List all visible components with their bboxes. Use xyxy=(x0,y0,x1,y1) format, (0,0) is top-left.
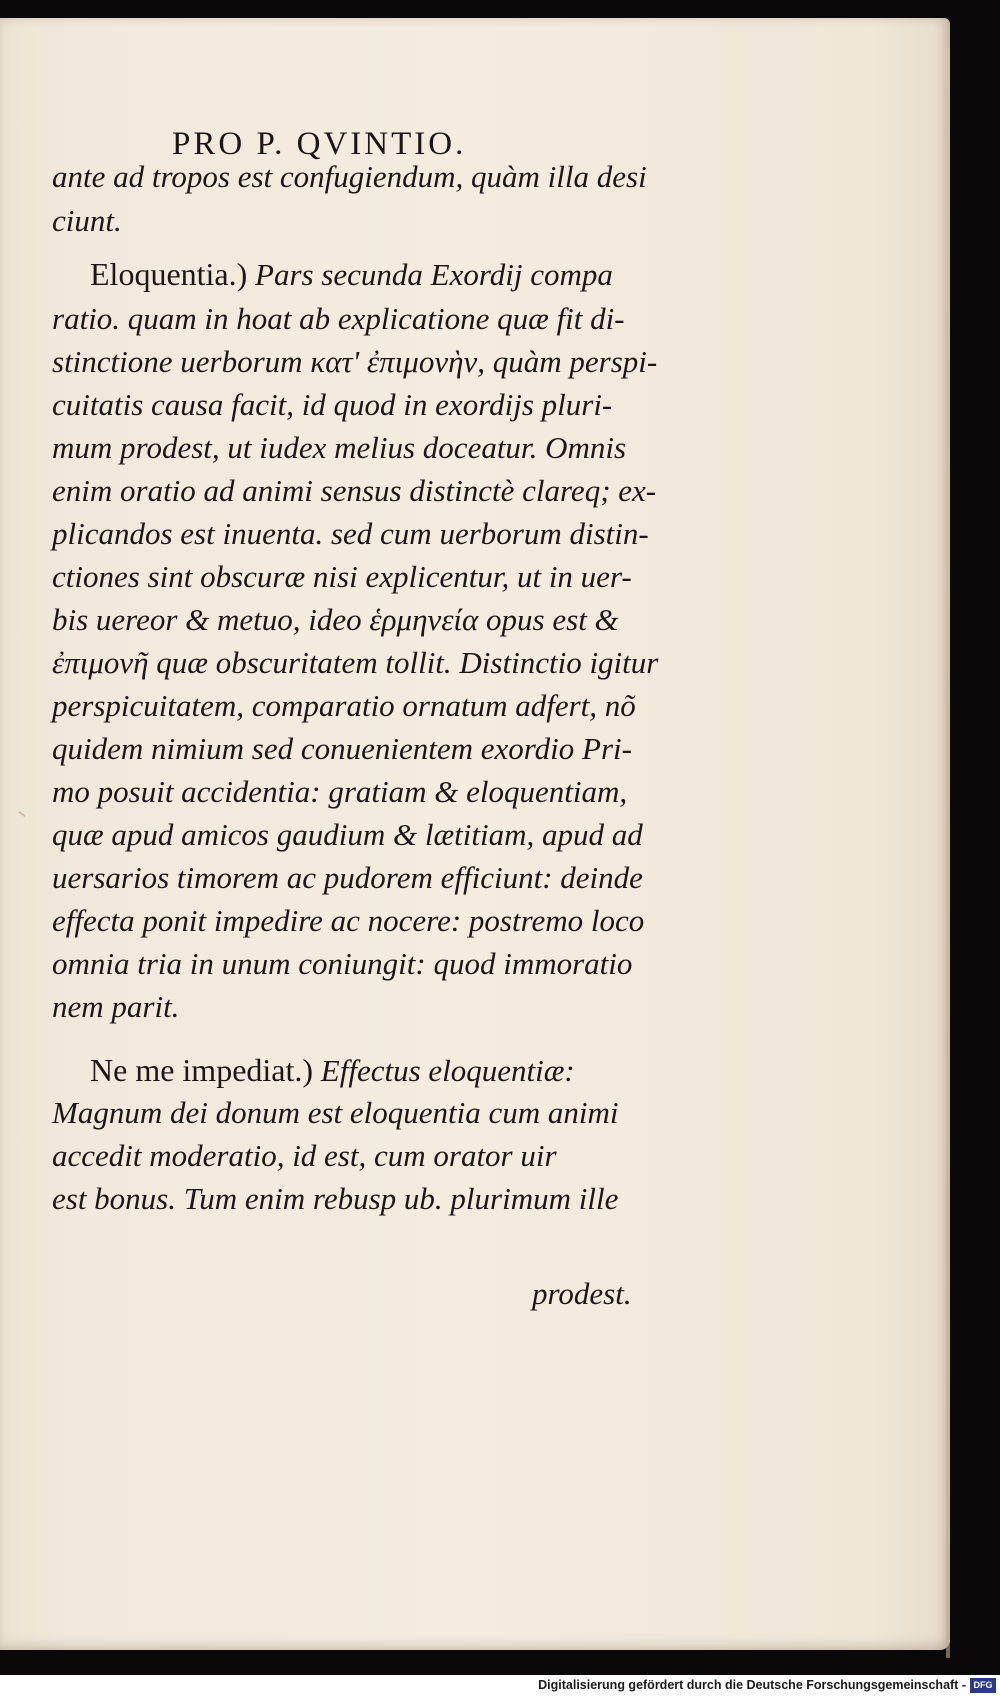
text-line xyxy=(52,561,632,592)
line-text: cuitatis causa facit, id quod in exordijs pluri- xyxy=(52,387,613,422)
page-edge xyxy=(946,48,950,1658)
commentary-lemma: Eloquentia.) xyxy=(90,256,248,292)
text-line xyxy=(90,1054,575,1086)
line-text: perspicuitatem, comparatio ornatum adfert, nõ xyxy=(52,688,636,723)
text-line xyxy=(52,161,647,192)
line-text: stinctione uerborum κατ' ἐπιμονὴν, quàm perspi- xyxy=(52,344,658,379)
text-line xyxy=(52,647,658,678)
line-text: Effectus eloquentiæ: xyxy=(313,1053,575,1088)
footer-credit: Digitalisierung gefördert durch die Deutsche Forschungsgemeinschaft - xyxy=(538,1678,966,1692)
line-text: Magnum dei donum est eloquentia cum animi xyxy=(52,1095,619,1130)
line-text: effecta ponit impedire ac nocere: postremo loco xyxy=(52,903,645,938)
digitization-footer xyxy=(0,1675,1000,1697)
line-text: ἐπιμονῆ quæ obscuritatem tollit. Distinctio igitur xyxy=(52,645,659,680)
margin-mark xyxy=(18,811,26,817)
book-page xyxy=(0,18,950,1650)
running-head: PRO P. QVINTIO. xyxy=(172,126,467,162)
commentary-lemma: Ne me impediat.) xyxy=(90,1052,314,1088)
text-line xyxy=(52,819,643,850)
text-line xyxy=(52,1183,618,1214)
line-text: plicandos est inuenta. sed cum uerborum distin- xyxy=(52,516,649,551)
text-line xyxy=(52,690,636,721)
text-line xyxy=(52,303,625,334)
text-line xyxy=(90,258,613,290)
line-text: est bonus. Tum enim rebusp ub. plurimum ille xyxy=(52,1181,619,1216)
text-line xyxy=(52,1097,619,1128)
text-line xyxy=(52,205,122,236)
line-text: mum prodest, ut iudex melius doceatur. Omnis xyxy=(52,430,627,465)
line-text: ctiones sint obscuræ nisi explicentur, ut in uer- xyxy=(52,559,632,594)
line-text: ante ad tropos est confugiendum, quàm illa desi xyxy=(52,159,647,194)
line-text: mo posuit accidentia: gratiam & eloquentiam, xyxy=(52,774,628,809)
line-text: accedit moderatio, id est, cum orator uir xyxy=(52,1138,557,1173)
catchword: prodest. xyxy=(532,1276,632,1311)
text-line xyxy=(52,389,612,420)
line-text: ciunt. xyxy=(52,203,122,238)
text-line xyxy=(52,733,632,764)
text-line xyxy=(52,948,632,979)
text-line xyxy=(52,1140,557,1171)
line-text: enim oratio ad animi sensus distinctè clareq; ex- xyxy=(52,473,657,508)
text-line xyxy=(52,475,656,506)
line-text: nem parit. xyxy=(52,989,180,1024)
text-line xyxy=(52,862,643,893)
line-text: ratio. quam in hoat ab explicatione quæ fit di- xyxy=(52,301,625,336)
text-line xyxy=(52,991,179,1022)
line-text: uersarios timorem ac pudorem efficiunt: deinde xyxy=(52,860,643,895)
line-text: quæ apud amicos gaudium & lætitiam, apud ad xyxy=(52,817,643,852)
line-text: quidem nimium sed conuenientem exordio Pri- xyxy=(52,731,632,766)
line-text: bis uereor & metuo, ideo ἑρμηνεία opus est & xyxy=(52,602,619,637)
text-line xyxy=(52,604,619,635)
text-line xyxy=(52,346,657,377)
line-text: omnia tria in unum coniungit: quod immoratio xyxy=(52,946,633,981)
line-text: Pars secunda Exordij compa xyxy=(247,257,613,292)
text-line xyxy=(52,432,626,463)
text-line xyxy=(52,905,644,936)
dfg-logo: DFG xyxy=(970,1678,996,1693)
text-line xyxy=(52,776,627,807)
text-line xyxy=(52,518,649,549)
